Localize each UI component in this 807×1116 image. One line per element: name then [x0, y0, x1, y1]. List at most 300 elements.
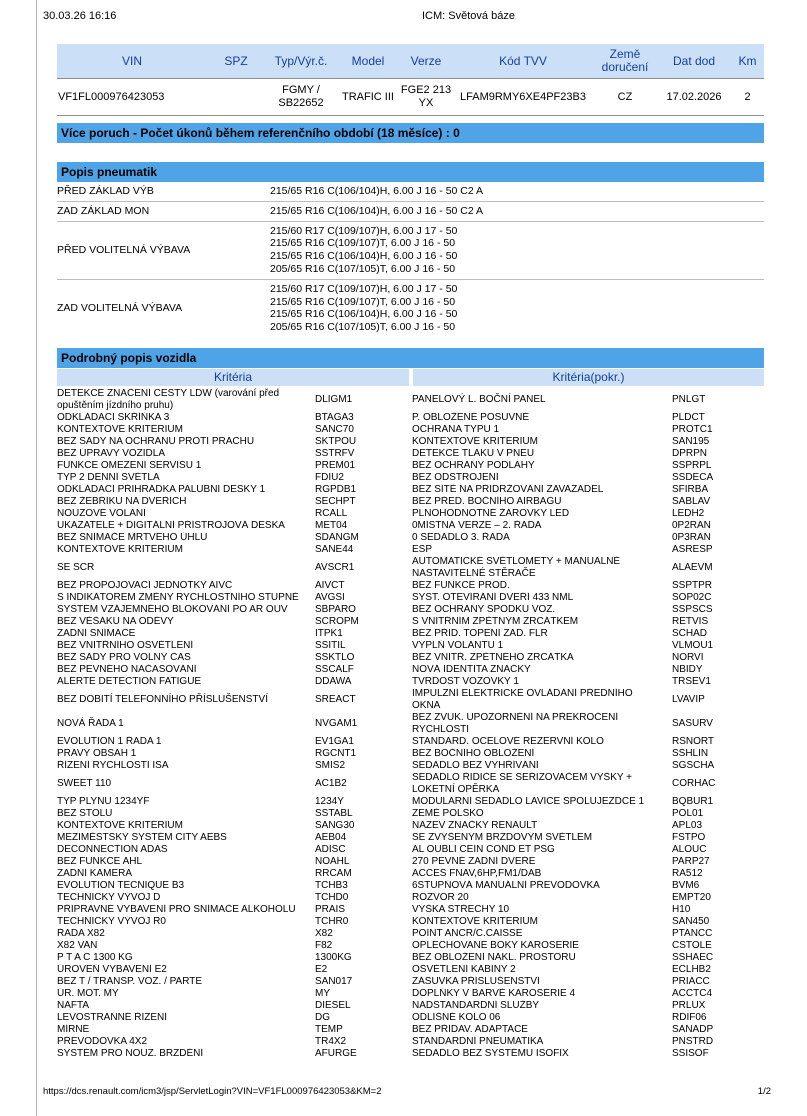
criteria-code: SMIS2: [315, 759, 346, 771]
criteria-label: 0 SEDADLO 3. ŘADA: [412, 531, 510, 543]
criteria-label: NOVÁ ŘADA 1: [57, 717, 124, 729]
criteria-row: [57, 544, 764, 556]
criteria-label: SYSTÉM VZÁJEMNÉHO BLOKOVÁNÍ PO AR OUV: [57, 603, 288, 615]
criteria-code: SSISOF: [672, 1047, 709, 1059]
page-number: 1/2: [757, 1086, 771, 1097]
criteria-label: PANELOVÝ L. BOČNÍ PANEL: [412, 393, 546, 405]
criteria-row: [57, 856, 764, 868]
dat-dod-value: 17.02.2026: [657, 79, 731, 116]
criteria-code: BQBUR1: [672, 795, 714, 807]
criteria-row: [57, 868, 764, 880]
criteria-code: SANC70: [315, 423, 354, 435]
criteria-label: TVRDOST VOZOVKY 1: [412, 675, 519, 687]
criteria-row: [57, 472, 764, 484]
criteria-code: SSCALF: [315, 663, 354, 675]
criteria-label: KONTEXTOVÉ KRITÉRIUM: [57, 423, 183, 435]
criteria-code: F82: [315, 939, 333, 951]
criteria-label: BEZ FUNKCE AHL: [57, 855, 143, 867]
col-header-typ: Typ/Výr.č.: [265, 44, 337, 79]
criteria-label: BEZ ÚPRAVY VOZIDLA: [57, 447, 165, 459]
criteria-code: PROTC1: [672, 423, 713, 435]
criteria-label: KONTEXTOVÉ KRITÉRIUM: [412, 915, 538, 927]
criteria-code: LVAVIP: [672, 693, 705, 705]
criteria-code: EV1GA1: [315, 735, 354, 747]
criteria-code: SSTRFV: [315, 447, 355, 459]
criteria-label: ŘADA X82: [57, 927, 105, 939]
criteria-code: RDIF06: [672, 1011, 707, 1023]
criteria-code: SGSCHA: [672, 759, 715, 771]
criteria-row: [57, 976, 764, 988]
criteria-row: [57, 460, 764, 472]
criteria-code: 0P2RAN: [672, 519, 711, 531]
criteria-row: [57, 988, 764, 1000]
criteria-row: [57, 436, 764, 448]
criteria-code: NOAHL: [315, 855, 350, 867]
criteria-label: TECHNICKÝ VÝVOJ R0: [57, 915, 166, 927]
criteria-label: SEDADLO BEZ SYSTÉMU ISOFIX: [412, 1047, 569, 1059]
criteria-code: RCALL: [315, 507, 348, 519]
criteria-label: S VNITŘNÍM ZPĚTNÝM ZRCÁTKEM: [412, 615, 579, 627]
criteria-label: BEZ ŽEBŘÍKU NA DVEŘÍCH: [57, 495, 187, 507]
col-header-verze: Verze: [399, 44, 453, 79]
criteria-row: [57, 496, 764, 508]
criteria-code: PRAIS: [315, 903, 346, 915]
tyre-position-label: ZAD ZÁKLAD MON: [57, 201, 270, 221]
criteria-label: STANDARDNÍ PNEUMATIKA: [412, 1035, 544, 1047]
page-margin-line: [36, 0, 37, 1116]
print-timestamp: 30.03.26 16:16: [43, 10, 117, 22]
criteria-code: SSHAEC: [672, 951, 714, 963]
criteria-code: APL03: [672, 819, 703, 831]
criteria-label: BEZ SADY PRO VOLNÝ ČAS: [57, 651, 191, 663]
criteria-label: KONTEXTOVÉ KRITÉRIUM: [412, 435, 538, 447]
criteria-label: BEZ OCHRANY PODLAHY: [412, 459, 535, 471]
spz-value: [207, 79, 265, 116]
criteria-label: NOUZOVÉ VOLÁNÍ: [57, 507, 146, 519]
tyre-spec-value: 215/65 R16 C(106/104)H, 6.00 J 16 - 50 C2 A: [270, 201, 764, 221]
criteria-code: PREM01: [315, 459, 356, 471]
criteria-label: TECHNICKÝ VÝVOJ D: [57, 891, 161, 903]
criteria-code: SSPSCS: [672, 603, 713, 615]
criteria-row: [57, 1036, 764, 1048]
criteria-code: NORVI: [672, 651, 704, 663]
tyre-position-label: PŘED VOLITELNÁ VÝBAVA: [57, 221, 270, 279]
criteria-code: X82: [315, 927, 333, 939]
criteria-code: LEDH2: [672, 507, 705, 519]
criteria-label: AUTOMATICKÉ SVĚTLOMETY + MANUÁLNĚ NASTAVITELNÉ STĚRAČE: [412, 555, 621, 579]
criteria-label: BEZ PEVNÉHO NAČASOVÁNÍ: [57, 663, 197, 675]
criteria-label: BEZ PROPOJOVACÍ JEDNOTKY AIVC: [57, 579, 233, 591]
criteria-code: ITPK1: [315, 627, 343, 639]
criteria-label: BEZ SADY NA OCHRANU PROTI PRACHU: [57, 435, 255, 447]
criteria-label: KONTEXTOVÉ KRITÉRIUM: [57, 819, 183, 831]
criteria-row: [57, 508, 764, 520]
criteria-label: BEZ VNITŘ. ZPĚTNÉHO ZRCÁTKA: [412, 651, 574, 663]
criteria-label: PŘÍPRAVNÉ VYBAVENÍ PRO SNÍMAČE ALKOHOLU: [57, 903, 296, 915]
criteria-row: [57, 604, 764, 616]
criteria-table: [57, 388, 764, 1060]
criteria-code: SANE44: [315, 543, 354, 555]
criteria-code: CORHAC: [672, 777, 716, 789]
criteria-code: ALAEVM: [672, 561, 713, 573]
criteria-label: MODULÁRNÍ SEDADLO LAVICE SPOLUJEZDCE 1: [412, 795, 645, 807]
criteria-label: ODKLÁDACÍ SKŘÍŇKA 3: [57, 411, 170, 423]
col-header-km: Km: [731, 44, 764, 79]
criteria-code: SREACT: [315, 693, 356, 705]
criteria-label: BEZ PŘÍD. TOPENÍ ZAD. FLR: [412, 627, 548, 639]
criteria-code: AVSCR1: [315, 561, 355, 573]
tyres-banner: Popis pneumatik: [57, 162, 764, 182]
criteria-label: ZADNÍ KAMERA: [57, 867, 133, 879]
criteria-row: [57, 964, 764, 976]
vehicle-table-header-row: [57, 44, 764, 79]
criteria-label: SE ZVÝŠENÝM BRZDOVÝM SVĚTLEM: [412, 831, 593, 843]
criteria-label: SE SCR: [57, 561, 95, 573]
col-header-vin: VIN: [57, 44, 207, 79]
tyre-row: [57, 279, 764, 337]
criteria-row: [57, 1048, 764, 1060]
tyre-position-label: PŘED ZÁKLAD VÝB: [57, 185, 154, 197]
criteria-label: BEZ DOBITÍ TELEFONNÍHO PŘÍSLUŠENSTVÍ: [57, 693, 268, 705]
criteria-code: SAN017: [315, 975, 353, 987]
tyres-table: [57, 182, 764, 337]
criteria-code: SFIRBA: [672, 483, 709, 495]
criteria-row: [57, 388, 764, 412]
criteria-label: SYSTÉM PRO NOUZ. BRZDĚNÍ: [57, 1047, 204, 1059]
criteria-code: ECLHB2: [672, 963, 711, 975]
criteria-label: ODLIŠNÉ KOLO 06: [412, 1011, 501, 1023]
criteria-label: BEZ OBLOŽENÍ NÁKL. PROSTORU: [412, 951, 576, 963]
criteria-row: [57, 820, 764, 832]
report-content: [57, 44, 764, 1060]
criteria-code: SCROPM: [315, 615, 359, 627]
tyre-spec-value: 215/60 R17 C(109/107)H, 6.00 J 17 - 50 215/65 R16 C(109/107)T, 6.00 J 16 - 50 215/65 R16 C(106/104)H, 6.00 J 16 - 50 205/65 R16 C(107/105)T, 6.00 J 16 - 50: [270, 279, 764, 337]
criteria-code: ACCTC4: [672, 987, 713, 999]
criteria-label: FUNKCE OMEZENÍ SERVISU 1: [57, 459, 202, 471]
criteria-label: BEZ VNITŘNÍHO OSVĚTLENÍ: [57, 639, 194, 651]
criteria-code: SOP02C: [672, 591, 712, 603]
criteria-row: [57, 640, 764, 652]
page-title: ICM: Světová báze: [422, 10, 515, 22]
criteria-row: [57, 556, 764, 580]
criteria-code: RSNORT: [672, 735, 715, 747]
criteria-code: SASURV: [672, 717, 713, 729]
criteria-code: NVGAM1: [315, 717, 358, 729]
criteria-label: DETEKCE ZNAČENÍ CESTY LDW (varování před opuštěním jízdního pruhu): [57, 387, 280, 411]
criteria-label: PRAVÝ OBSAH 1: [57, 747, 137, 759]
criteria-label: ÚR. MOT. MY: [57, 987, 119, 999]
criteria-label: BEZ PŘÍDAV. ADAPTACE: [412, 1023, 528, 1035]
vin-value: VF1FL000976423053: [57, 79, 207, 116]
criteria-label: OSVĚTLENÍ KABINY 2: [412, 963, 516, 975]
criteria-row: [57, 796, 764, 808]
criteria-code: AIVCT: [315, 579, 345, 591]
criteria-label: X82 VAN: [57, 939, 98, 951]
criteria-row: [57, 880, 764, 892]
tyre-row: [57, 221, 764, 279]
criteria-row: [57, 748, 764, 760]
criteria-row: [57, 928, 764, 940]
criteria-code: AFURGE: [315, 1047, 357, 1059]
criteria-code: DDAWA: [315, 675, 352, 687]
criteria-label: BEZ ZVUK. UPOZORNĚNÍ NA PŘEKROČENÍ RYCHLOSTI: [412, 711, 619, 735]
criteria-code: 1234Y: [315, 795, 344, 807]
vehicle-table: [57, 44, 764, 116]
criteria-code: ALOUC: [672, 843, 707, 855]
criteria-header-row: [57, 369, 764, 386]
criteria-col1-header: Kritéria: [57, 369, 409, 386]
criteria-row: [57, 940, 764, 952]
criteria-code: SANADP: [672, 1023, 714, 1035]
criteria-label: MEZIMĚSTSKÝ SYSTÉM CITY AEBS: [57, 831, 227, 843]
criteria-label: BEZ PŘED. BOČNÍHO AIRBAGU: [412, 495, 562, 507]
criteria-label: EVOLUTION 1 ŘADA 1: [57, 735, 162, 747]
criteria-code: DPRPN: [672, 447, 708, 459]
criteria-label: MÍRNÉ: [57, 1023, 90, 1035]
criteria-row: [57, 712, 764, 736]
col-header-kod-tvv: Kód TVV: [453, 44, 593, 79]
criteria-code: SAN450: [672, 915, 710, 927]
typ-value: FGMY / SB22652: [265, 79, 337, 116]
criteria-label: PLNOHODNOTNÉ ŽÁROVKY LED: [412, 507, 570, 519]
criteria-label: 270 PEVNÉ ZADNÍ DVEŘE: [412, 855, 536, 867]
criteria-row: [57, 688, 764, 712]
criteria-label: BEZ STOLU: [57, 807, 113, 819]
criteria-code: NBIDY: [672, 663, 703, 675]
criteria-code: DG: [315, 1011, 330, 1023]
criteria-code: DLIGM1: [315, 393, 353, 405]
criteria-code: FDIU2: [315, 471, 344, 483]
criteria-label: VÝPLŇ VOLANTU 1: [412, 639, 504, 651]
criteria-row: [57, 580, 764, 592]
criteria-label: KONTEXTOVÉ KRITÉRIUM: [57, 543, 183, 555]
criteria-row: [57, 532, 764, 544]
tyre-spec-value: 215/65 R16 C(106/104)H, 6.00 J 16 - 50 C2 A: [270, 185, 484, 197]
vehicle-table-row: [57, 79, 764, 116]
criteria-label: STANDARD. OCELOVÉ REZERVNÍ KOLO: [412, 735, 604, 747]
criteria-label: ZEMĚ POLSKO: [412, 807, 484, 819]
criteria-label: NOVÁ IDENTITA ZNAČKY: [412, 663, 531, 675]
criteria-code: RGCNT1: [315, 747, 357, 759]
criteria-label: SYST. OTEVÍRÁNÍ DVEŘÍ 433 NML: [412, 591, 574, 603]
tyre-row: [57, 182, 764, 201]
criteria-label: DOPLŇKY V BARVĚ KAROSÉRIE 4: [412, 987, 576, 999]
criteria-code: PARP27: [672, 855, 710, 867]
criteria-code: RRCAM: [315, 867, 352, 879]
criteria-code: AEB04: [315, 831, 347, 843]
col-header-zeme: Země doručení: [593, 44, 657, 79]
criteria-code: ASRESP: [672, 543, 713, 555]
criteria-row: [57, 916, 764, 928]
zeme-value: CZ: [593, 79, 657, 116]
criteria-row: [57, 892, 764, 904]
criteria-code: SSDECA: [672, 471, 714, 483]
criteria-label: SEDADLO BEZ VYHŘÍVÁNÍ: [412, 759, 539, 771]
criteria-code: AVGSI: [315, 591, 345, 603]
criteria-row: [57, 592, 764, 604]
criteria-code: 0P3RAN: [672, 531, 711, 543]
criteria-code: SSPTPR: [672, 579, 713, 591]
criteria-code: RETVIS: [672, 615, 709, 627]
criteria-code: MET04: [315, 519, 348, 531]
criteria-label: ZADNÍ SNÍMAČE: [57, 627, 136, 639]
criteria-label: ODKLÁDACÍ PŘIHRÁDKA PALUBNÍ DESKY 1: [57, 483, 266, 495]
criteria-code: TCHD0: [315, 891, 349, 903]
criteria-col2-header: Kritéria(pokr.): [413, 369, 764, 386]
criteria-code: SANG30: [315, 819, 355, 831]
criteria-code: DIESEL: [315, 999, 351, 1011]
criteria-row: [57, 424, 764, 436]
criteria-code: TCHR0: [315, 915, 349, 927]
criteria-code: SCHAD: [672, 627, 708, 639]
criteria-label: POINT ANCR/C.CAISSE: [412, 927, 523, 939]
criteria-row: [57, 952, 764, 964]
criteria-label: VÝŠKA STŘECHY 10: [412, 903, 510, 915]
criteria-label: NAFTA: [57, 999, 90, 1011]
criteria-label: BEZ SÍTĚ NA PŘIDRŽOVÁNÍ ZAVAZADEL: [412, 483, 604, 495]
criteria-label: DETEKCE TLAKU V PNEU: [412, 447, 535, 459]
criteria-row: [57, 832, 764, 844]
criteria-code: SSKTLO: [315, 651, 355, 663]
criteria-row: [57, 736, 764, 748]
criteria-code: POL01: [672, 807, 704, 819]
tyre-position-label: ZAD VOLITELNÁ VÝBAVA: [57, 279, 270, 337]
criteria-row: [57, 1000, 764, 1012]
criteria-row: [57, 664, 764, 676]
criteria-code: PNLGT: [672, 393, 706, 405]
criteria-code: SKTPOU: [315, 435, 357, 447]
criteria-label: 0MÍSTNÁ VERZE – 2. ŘADA: [412, 519, 542, 531]
col-header-dat-dod: Dat dod: [657, 44, 731, 79]
col-header-spz: SPZ: [207, 44, 265, 79]
criteria-code: RA512: [672, 867, 703, 879]
criteria-label: PŘEVODOVKA 4X2: [57, 1035, 148, 1047]
criteria-row: [57, 520, 764, 532]
criteria-label: ROZVOR 20: [412, 891, 469, 903]
criteria-code: SAN195: [672, 435, 710, 447]
criteria-label: DECONNECTION ADAS: [57, 843, 168, 855]
criteria-label: NADSTANDARDNÍ SLUŽBY: [412, 999, 540, 1011]
criteria-code: PRIACC: [672, 975, 710, 987]
criteria-label: ALERTE DETECTION FATIGUE: [57, 675, 202, 687]
criteria-row: [57, 676, 764, 688]
criteria-row: [57, 760, 764, 772]
criteria-label: BEZ T / TRANSP. VOZ. / PARTE: [57, 975, 203, 987]
criteria-label: 6STUPŇOVÁ MANUÁLNÍ PŘEVODOVKA: [412, 879, 600, 891]
criteria-code: RGPDB1: [315, 483, 357, 495]
criteria-code: H10: [672, 903, 691, 915]
criteria-row: [57, 448, 764, 460]
criteria-row: [57, 616, 764, 628]
criteria-label: OPLECHOVANÉ BOKY KAROSERIE: [412, 939, 579, 951]
criteria-label: UKAZATELE + DIGITÁLNÍ PŘÍSTROJOVÁ DESKA: [57, 519, 285, 531]
criteria-label: NÁZEV ZNAČKY RENAULT: [412, 819, 538, 831]
criteria-code: E2: [315, 963, 328, 975]
criteria-label: P. OBLOŽENÉ POSUVNÉ: [412, 411, 530, 423]
criteria-row: [57, 1024, 764, 1036]
criteria-label: BEZ BOČNÍHO OBLOŽENÍ: [412, 747, 535, 759]
faults-banner: Více poruch - Počet úkonů během referenčního období (18 měsíce) : 0: [57, 123, 764, 143]
criteria-code: SABLAV: [672, 495, 711, 507]
criteria-code: PTANCC: [672, 927, 713, 939]
criteria-row: [57, 484, 764, 496]
criteria-label: ESP: [412, 543, 433, 555]
criteria-row: [57, 772, 764, 796]
criteria-label: IMPULZNÍ ELEKTRICKÉ OVLÁDÁNÍ PŘEDNÍHO OKNA: [412, 687, 633, 711]
criteria-label: ŘÍZENÍ RYCHLOSTI ISA: [57, 759, 169, 771]
criteria-row: [57, 808, 764, 820]
footer-url: https://dcs.renault.com/icm3/jsp/ServletLogin?VIN=VF1FL000976423053&KM=2: [43, 1086, 382, 1097]
criteria-code: SECHPT: [315, 495, 356, 507]
criteria-code: 1300KG: [315, 951, 352, 963]
criteria-label: BEZ FUNKCE PROD.: [412, 579, 510, 591]
criteria-code: BVM6: [672, 879, 700, 891]
criteria-code: MY: [315, 987, 330, 999]
criteria-row: [57, 1012, 764, 1024]
tyre-row: [57, 201, 764, 221]
verze-value: FGE2 213 YX: [399, 79, 453, 116]
km-value: 2: [731, 79, 764, 116]
model-value: TRAFIC III: [337, 79, 399, 116]
criteria-code: SSTABL: [315, 807, 353, 819]
criteria-row: [57, 652, 764, 664]
criteria-code: SSHLIN: [672, 747, 709, 759]
criteria-label: BEZ SNÍMAČE MRTVÉHO ÚHLU: [57, 531, 208, 543]
criteria-code: PRLUX: [672, 999, 706, 1011]
criteria-label: BEZ OCHRANY SPODKU VOZ.: [412, 603, 556, 615]
criteria-label: P T A C 1300 KG: [57, 951, 133, 963]
criteria-code: FSTPO: [672, 831, 706, 843]
criteria-code: VLMOU1: [672, 639, 714, 651]
criteria-code: TEMP: [315, 1023, 343, 1035]
tyre-spec-value: 215/60 R17 C(109/107)H, 6.00 J 17 - 50 215/65 R16 C(109/107)T, 6.00 J 16 - 50 215/65 R16 C(106/104)H, 6.00 J 16 - 50 205/65 R16 C(107/105)T, 6.00 J 16 - 50: [270, 221, 764, 279]
criteria-code: TR4X2: [315, 1035, 347, 1047]
criteria-code: PNSTRD: [672, 1035, 714, 1047]
criteria-code: ADISC: [315, 843, 346, 855]
criteria-code: BTAGA3: [315, 411, 354, 423]
criteria-label: TYP PLYNU 1234YF: [57, 795, 150, 807]
criteria-code: SDANGM: [315, 531, 359, 543]
criteria-code: EMPT20: [672, 891, 711, 903]
col-header-model: Model: [337, 44, 399, 79]
criteria-code: SSPRPL: [672, 459, 712, 471]
kod-tvv-value: LFAM9RMY6XE4PF23B3: [453, 79, 593, 116]
criteria-code: CSTOLE: [672, 939, 712, 951]
criteria-label: SEDADLO ŘIDIČE SE SEŘIZOVAČEM VÝŠKY + LOKETNÍ OPĚRKA: [412, 771, 632, 795]
criteria-label: ZÁSUVKA PŘÍSLUŠENSTVÍ: [412, 975, 540, 987]
criteria-label: BEZ ODSTROJENÍ: [412, 471, 499, 483]
print-footer: [43, 1086, 771, 1097]
criteria-label: EVOLUTION TECNIQUE B3: [57, 879, 185, 891]
criteria-row: [57, 844, 764, 856]
criteria-label: TYP 2 DENNÍ SVĚTLA: [57, 471, 160, 483]
criteria-label: BEZ VĚŠÁKU NA ODĚVY: [57, 615, 174, 627]
criteria-code: PLDCT: [672, 411, 705, 423]
criteria-code: TCHB3: [315, 879, 348, 891]
criteria-label: AL OUBLI CEIN COND ET PSG: [412, 843, 555, 855]
criteria-label: S INDIKÁTOREM ZMĚNY RYCHLOSTNÍHO STUPNĚ: [57, 591, 299, 603]
criteria-row: [57, 904, 764, 916]
criteria-code: TRSEV1: [672, 675, 711, 687]
criteria-code: SBPARO: [315, 603, 356, 615]
criteria-row: [57, 628, 764, 640]
criteria-label: LEVOSTRANNÉ ŘÍZENÍ: [57, 1011, 168, 1023]
criteria-label: SWEET 110: [57, 777, 112, 789]
details-banner: Podrobný popis vozidla: [57, 348, 764, 368]
criteria-label: OCHRANA TYPU 1: [412, 423, 500, 435]
criteria-row: [57, 412, 764, 424]
criteria-label: ÚROVEŇ VYBAVENÍ E2: [57, 963, 167, 975]
